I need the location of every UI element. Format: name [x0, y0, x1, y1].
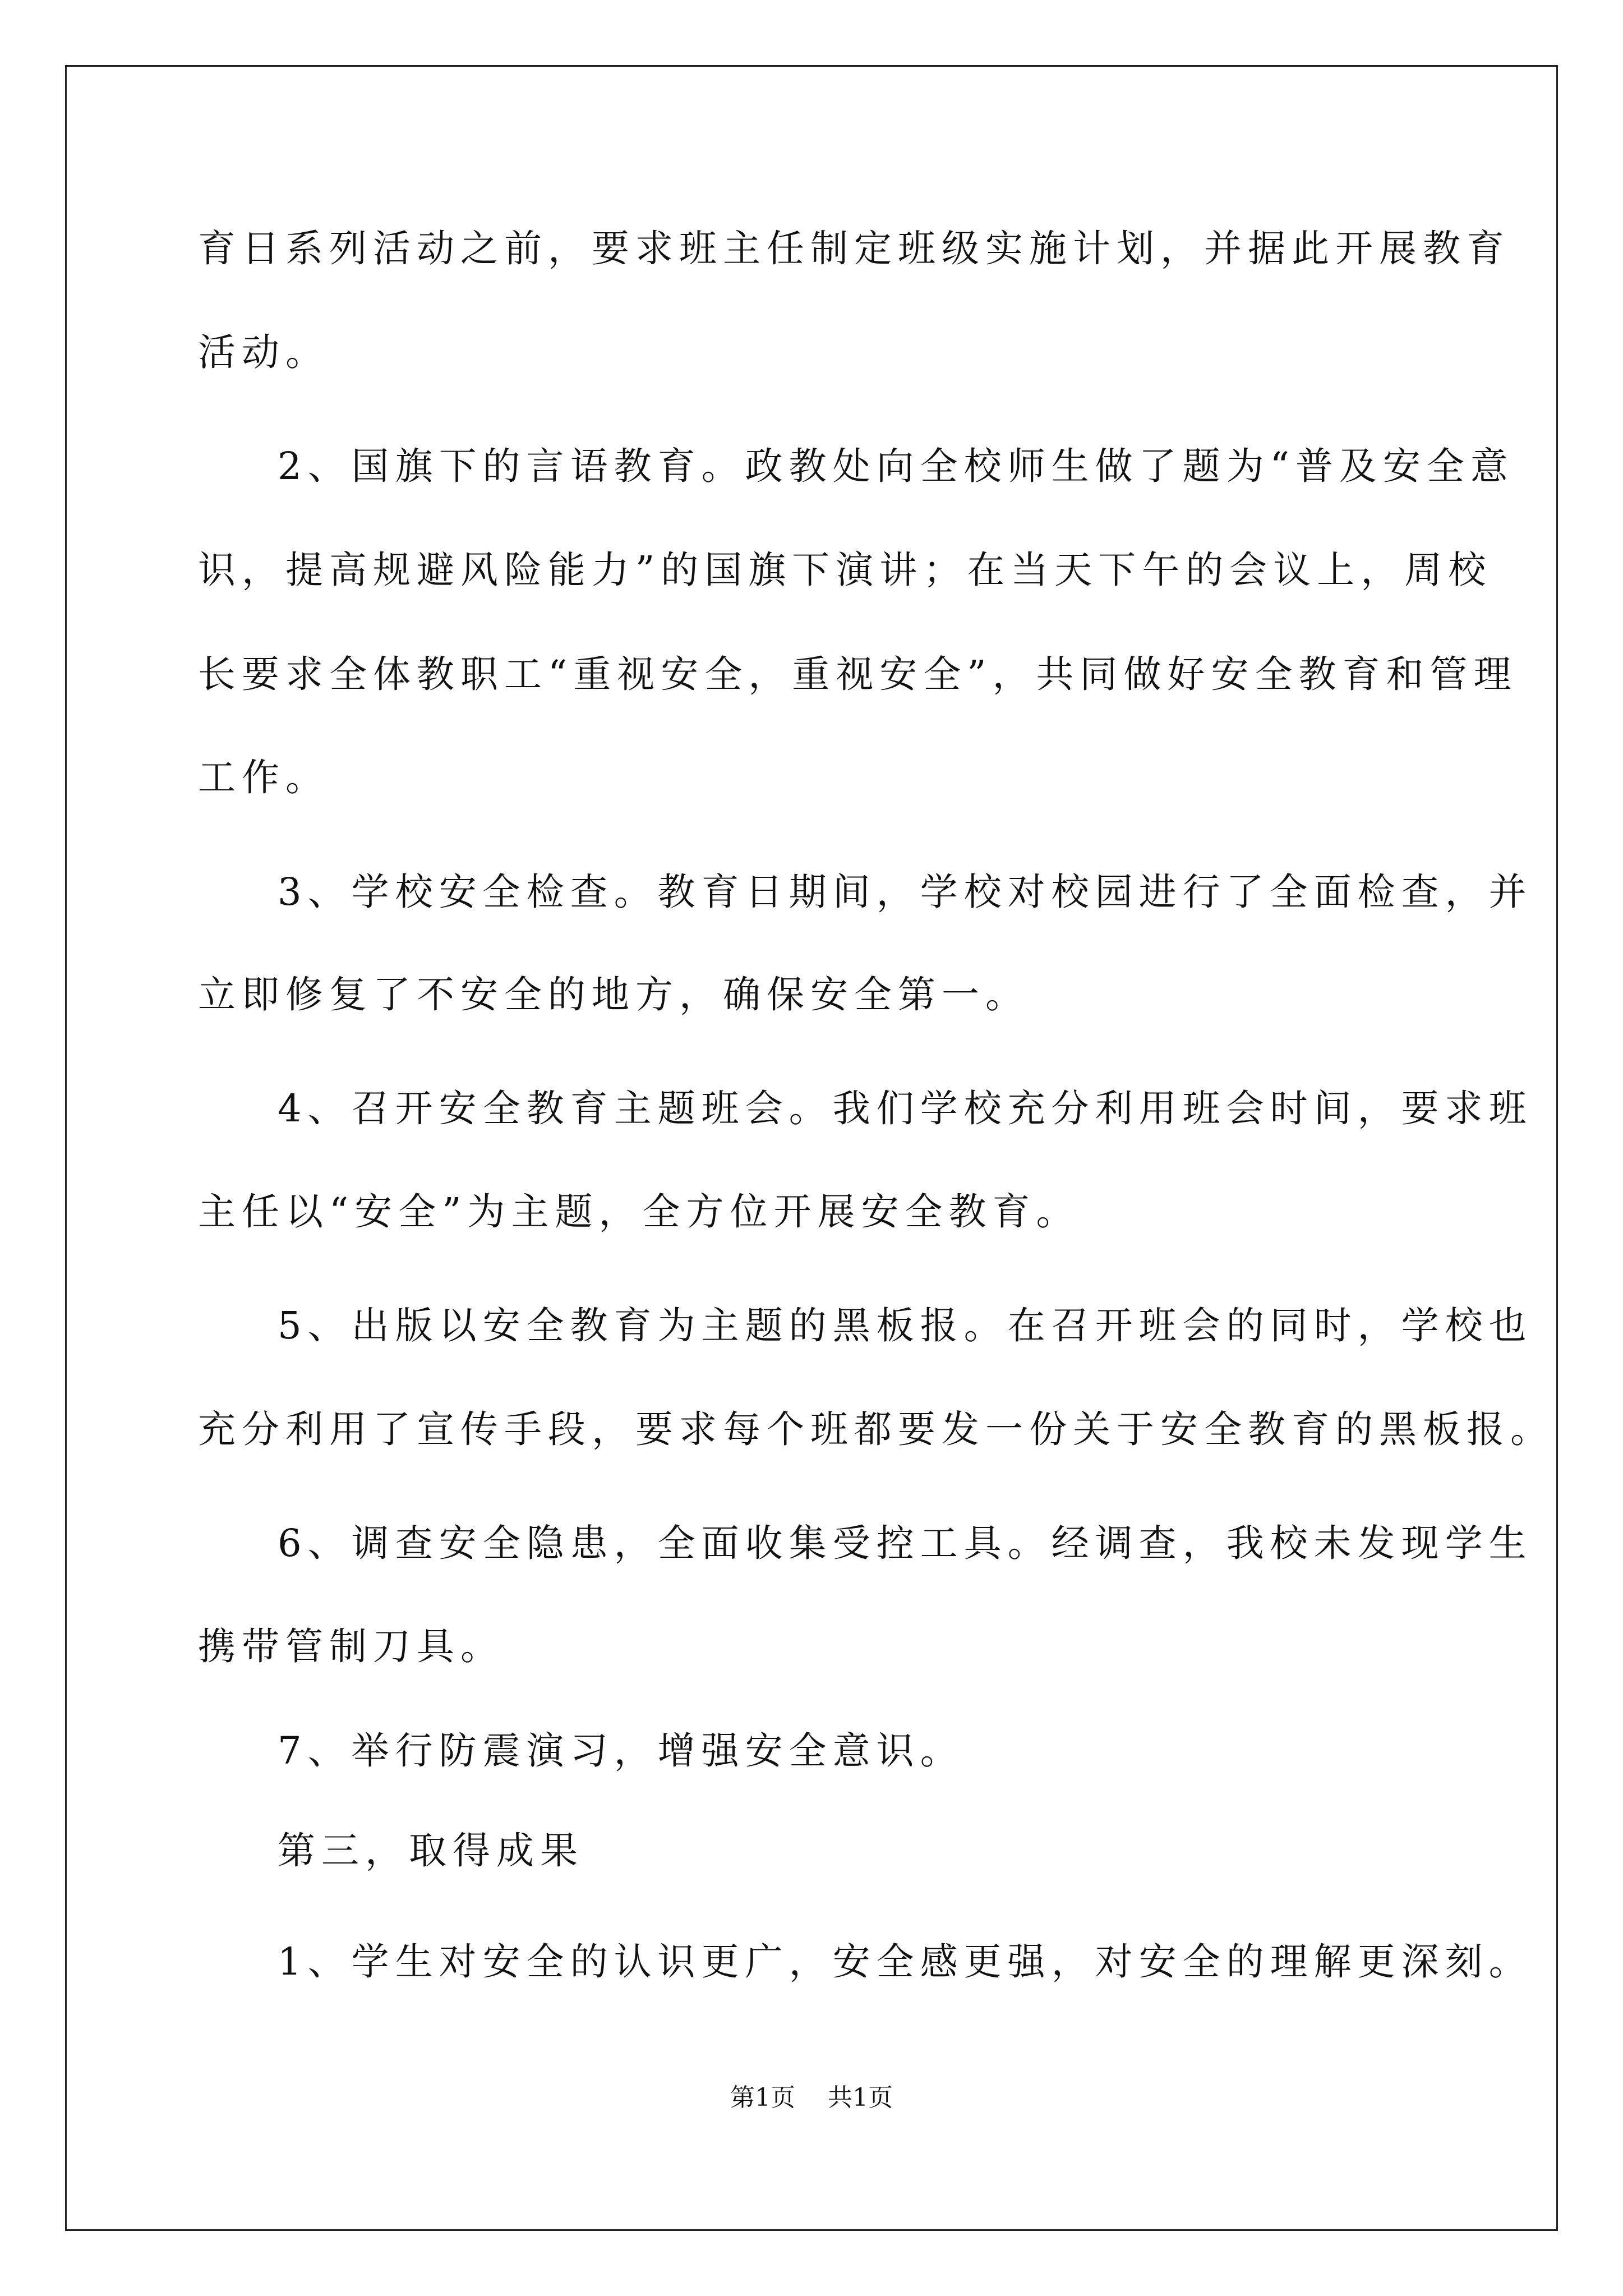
text-line: 5、出版以安全教育为主题的黑板报。在召开班会的同时，学校也 [278, 1304, 1533, 1347]
text-line: 7、举行防震演习，增强安全意识。 [278, 1729, 964, 1773]
text-line: 充分利用了宣传手段，要求每个班都要发一份关于安全教育的黑板报。 [198, 1407, 1554, 1451]
text-line: 活动。 [198, 330, 329, 374]
text-line: 6、调查安全隐患，全面收集受控工具。经调查，我校未发现学生 [278, 1521, 1533, 1565]
text-line: 2、国旗下的言语教育。政教处向全校师生做了题为“普及安全意 [278, 444, 1514, 488]
page-border [65, 65, 1558, 2231]
text-line: 携带管制刀具。 [198, 1625, 504, 1668]
text-line: 工作。 [198, 756, 329, 799]
page-number: 第1页 [730, 2083, 795, 2112]
text-line: 1、学生对安全的认识更广，安全感更强，对安全的理解更深刻。 [278, 1940, 1533, 1984]
text-line: 育日系列活动之前，要求班主任制定班级实施计划，并据此开展教育 [198, 227, 1510, 270]
text-line: 4、召开安全教育主题班会。我们学校充分利用班会时间，要求班 [278, 1087, 1533, 1130]
page-total: 共1页 [828, 2083, 893, 2112]
text-line: 长要求全体教职工“重视安全，重视安全”，共同做好安全教育和管理 [198, 652, 1518, 696]
section-heading: 第三，取得成果 [278, 1829, 584, 1872]
page-footer [0, 2083, 1623, 2112]
text-line: 主任以“安全”为主题，全方位开展安全教育。 [198, 1190, 1080, 1234]
text-line: 立即修复了不安全的地方，确保安全第一。 [198, 973, 1029, 1016]
text-line: 3、学校安全检查。教育日期间，学校对校园进行了全面检查，并 [278, 870, 1533, 914]
text-line: 识，提高规避风险能力”的国旗下演讲；在当天下午的会议上，周校 [198, 548, 1492, 592]
